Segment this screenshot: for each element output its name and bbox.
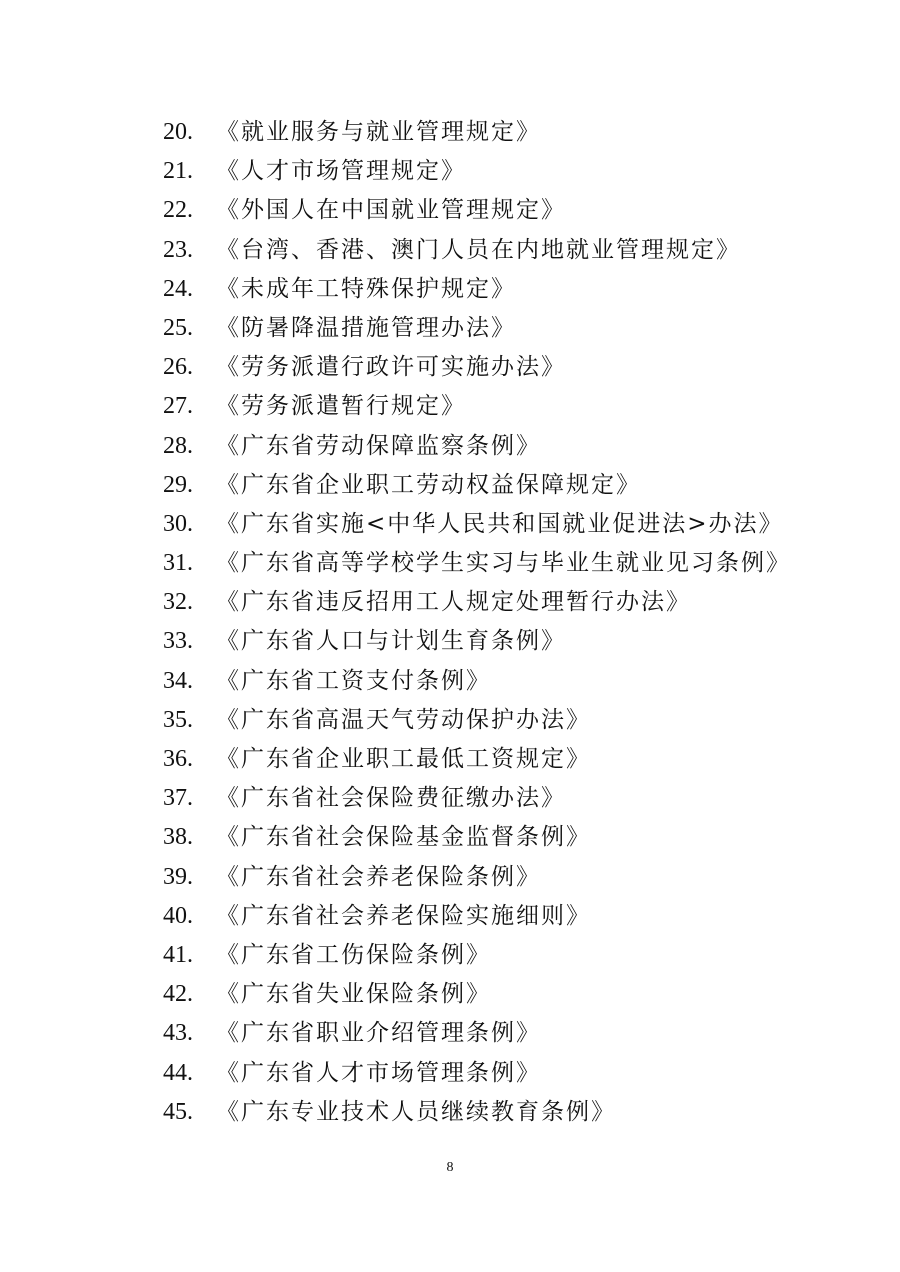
law-item [163, 1054, 863, 1093]
law-number: 42. [163, 981, 193, 1008]
law-number: 36. [163, 746, 193, 772]
law-item [163, 662, 863, 701]
law-number: 24. [163, 275, 193, 302]
law-title: 《广东专业技术人员继续教育条例》 [216, 1098, 616, 1125]
law-number: 41. [163, 941, 193, 968]
law-number: 30. [163, 510, 193, 537]
law-number: 33. [163, 628, 193, 655]
law-number: 20. [163, 119, 193, 145]
law-item [163, 818, 863, 857]
law-number: 40. [163, 902, 193, 929]
law-item [163, 544, 863, 583]
law-item [163, 975, 863, 1014]
law-item [163, 1093, 863, 1132]
law-number: 34. [163, 667, 193, 694]
law-title: 《人才市场管理规定》 [216, 158, 466, 185]
law-title: 《防暑降温措施管理办法》 [216, 314, 516, 341]
law-number: 37. [163, 785, 193, 812]
law-title: 《广东省工资支付条例》 [216, 667, 491, 694]
law-title: 《未成年工特殊保护规定》 [216, 275, 516, 302]
law-item [163, 779, 863, 818]
law-item [163, 309, 863, 348]
law-number: 43. [163, 1020, 193, 1047]
law-number: 27. [163, 393, 193, 420]
law-number: 32. [163, 589, 193, 616]
law-item [163, 387, 863, 426]
law-title: 《广东省企业职工劳动权益保障规定》 [216, 471, 641, 498]
law-title: 《外国人在中国就业管理规定》 [216, 197, 566, 224]
law-item [163, 113, 863, 152]
law-title: 《广东省劳动保障监察条例》 [216, 432, 541, 459]
law-number: 28. [163, 432, 193, 459]
law-item [163, 152, 863, 191]
law-item [163, 701, 863, 740]
law-title: 《广东省人才市场管理条例》 [216, 1059, 541, 1086]
law-number: 31. [163, 550, 193, 577]
law-item [163, 505, 863, 544]
law-item [163, 348, 863, 387]
law-item [163, 231, 863, 270]
law-number: 35. [163, 706, 193, 733]
law-item [163, 191, 863, 230]
law-item [163, 936, 863, 975]
law-title: 《广东省实施<中华人民共和国就业促进法>办法》 [216, 510, 784, 537]
law-item [163, 858, 863, 897]
law-title: 《劳务派遣暂行规定》 [216, 393, 466, 420]
law-title: 《广东省失业保险条例》 [216, 981, 491, 1008]
law-title: 《广东省工伤保险条例》 [216, 941, 491, 968]
law-title: 《广东省社会保险基金监督条例》 [216, 824, 591, 851]
law-number: 26. [163, 354, 193, 381]
law-number: 21. [163, 158, 193, 185]
law-list [163, 113, 863, 1132]
law-number: 25. [163, 314, 193, 341]
law-title: 《台湾、香港、澳门人员在内地就业管理规定》 [216, 236, 741, 263]
law-item [163, 427, 863, 466]
law-item [163, 583, 863, 622]
law-item [163, 622, 863, 661]
law-number: 39. [163, 863, 193, 890]
law-title: 《广东省高等学校学生实习与毕业生就业见习条例》 [216, 550, 791, 577]
law-item [163, 466, 863, 505]
law-number: 23. [163, 236, 193, 263]
law-item [163, 740, 863, 779]
law-title: 《广东省社会养老保险条例》 [216, 863, 541, 890]
law-item [163, 1014, 863, 1053]
law-title: 《广东省社会养老保险实施细则》 [216, 902, 591, 929]
law-number: 38. [163, 824, 193, 851]
law-title: 《劳务派遣行政许可实施办法》 [216, 354, 566, 381]
page-number: 8 [446, 1160, 454, 1175]
law-title: 《广东省人口与计划生育条例》 [216, 628, 566, 655]
law-title: 《就业服务与就业管理规定》 [216, 119, 541, 145]
law-title: 《广东省企业职工最低工资规定》 [216, 746, 591, 772]
law-number: 44. [163, 1059, 193, 1086]
law-item [163, 270, 863, 309]
law-number: 29. [163, 471, 193, 498]
law-title: 《广东省职业介绍管理条例》 [216, 1020, 541, 1047]
law-title: 《广东省违反招用工人规定处理暂行办法》 [216, 589, 691, 616]
law-number: 22. [163, 197, 193, 224]
law-number: 45. [163, 1098, 193, 1125]
law-item [163, 897, 863, 936]
law-title: 《广东省高温天气劳动保护办法》 [216, 706, 591, 733]
law-title: 《广东省社会保险费征缴办法》 [216, 785, 566, 812]
